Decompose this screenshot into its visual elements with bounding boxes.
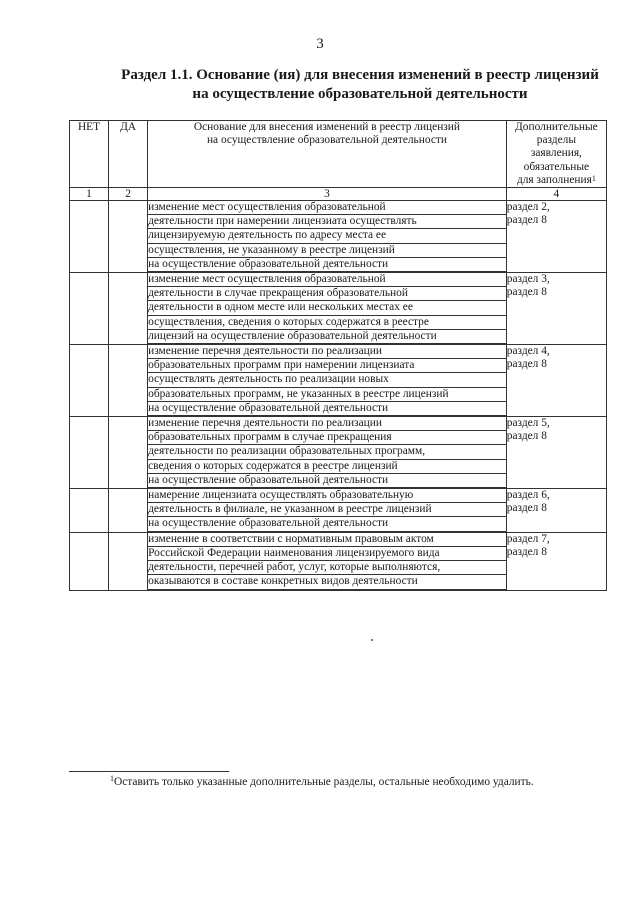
checkbox-cell-no[interactable] [70, 417, 109, 489]
table-header-row [70, 121, 607, 188]
table-row [70, 273, 607, 345]
basis-cell [148, 532, 507, 590]
table-row [70, 345, 607, 417]
extra-sections-cell [506, 417, 606, 489]
extra-section-line: раздел 8 [506, 214, 547, 227]
stray-dot [371, 639, 373, 641]
extra-section-line: раздел 3, [506, 273, 550, 286]
extra-section-line: раздел 7, [506, 532, 550, 545]
footnote-text: Оставить только указанные дополнительные разделы, остальные необходимо удалить. [114, 776, 534, 788]
checkbox-cell-no[interactable] [70, 532, 109, 590]
basis-line: на осуществление образовательной деятельности [148, 258, 506, 272]
basis-line: деятельности, перечней работ, услуг, которые выполняются, [148, 561, 506, 575]
checkbox-cell-no[interactable] [70, 489, 109, 533]
checkbox-cell-no[interactable] [70, 201, 109, 273]
basis-line: изменение перечня деятельности по реализации [148, 417, 506, 431]
header-extra-line: обязательные [523, 160, 590, 173]
extra-section-line: раздел 8 [506, 502, 547, 515]
basis-cell [148, 489, 507, 533]
basis-line: деятельности в случае прекращения образовательной [148, 287, 506, 301]
checkbox-cell-yes[interactable] [109, 201, 148, 273]
header-extra-line: заявления, [530, 147, 582, 160]
extra-sections-cell [506, 273, 606, 345]
basis-line: изменение перечня деятельности по реализации [148, 345, 506, 359]
basis-line: Российской Федерации наименования лицензируемого вида [148, 547, 506, 561]
column-number: 1 [70, 188, 109, 201]
extra-sections-cell [506, 489, 606, 533]
basis-line: на осуществление образовательной деятельности [148, 402, 506, 416]
header-extra-line-text: для заполнения [516, 173, 592, 186]
checkbox-cell-yes[interactable] [109, 345, 148, 417]
basis-line: деятельность в филиале, не указанном в реестре лицензий [148, 503, 506, 517]
header-basis-line-2: на осуществление образовательной деятельности [206, 134, 447, 147]
basis-line: изменение в соответствии с нормативным правовым актом [148, 533, 506, 547]
basis-line: деятельности по реализации образовательных программ, [148, 445, 506, 459]
header-yes: ДА [109, 121, 148, 188]
extra-section-line: раздел 8 [506, 545, 547, 558]
extra-section-line: раздел 5, [506, 417, 550, 430]
table-row [70, 532, 607, 590]
table-row [70, 201, 607, 273]
basis-line: оказываются в составе конкретных видов деятельности [148, 575, 506, 589]
basis-line: изменение мест осуществления образовательной [148, 201, 506, 215]
checkbox-cell-no[interactable] [70, 345, 109, 417]
footnote-mark: 1 [110, 774, 114, 783]
basis-cell [148, 345, 507, 417]
extra-section-line: раздел 8 [506, 430, 547, 443]
basis-line: на осуществление образовательной деятельности [148, 474, 506, 488]
header-extra-line: Дополнительные [515, 121, 598, 133]
extra-section-line: раздел 8 [506, 358, 547, 371]
basis-line: лицензий на осуществление образовательной деятельности [148, 330, 506, 344]
basis-cell [148, 417, 507, 489]
section-title-line-1: Раздел 1.1. Основание (ия) для внесения изменений в реестр лицензий [121, 67, 599, 83]
section-title [100, 66, 620, 104]
table-row [70, 417, 607, 489]
basis-cell [148, 273, 507, 345]
basis-line: сведения о которых содержатся в реестре лицензий [148, 460, 506, 474]
basis-line: осуществления, сведения о которых содержатся в реестре [148, 316, 506, 330]
basis-line: образовательных программ при намерении лицензиата [148, 359, 506, 373]
extra-sections-cell [506, 345, 606, 417]
basis-line: осуществления, не указанному в реестре лицензий [148, 244, 506, 258]
extra-section-line: раздел 8 [506, 286, 547, 299]
footnote [110, 776, 534, 788]
checkbox-cell-yes[interactable] [109, 417, 148, 489]
basis-line: деятельности при намерении лицензиата осуществлять [148, 215, 506, 229]
header-basis-line-1: Основание для внесения изменений в реестр лицензий [193, 121, 460, 133]
extra-sections-cell [506, 201, 606, 273]
basis-line: образовательных программ в случае прекращения [148, 431, 506, 445]
page-number: 3 [316, 36, 324, 52]
basis-cell [148, 201, 507, 273]
extra-sections-cell [506, 532, 606, 590]
basis-line: образовательных программ, не указанных в реестре лицензий [148, 388, 506, 402]
table-row [70, 489, 607, 533]
basis-table [69, 120, 607, 591]
extra-section-line: раздел 6, [506, 489, 550, 502]
checkbox-cell-yes[interactable] [109, 273, 148, 345]
extra-section-line: раздел 4, [506, 345, 550, 358]
header-extra-line [507, 174, 606, 187]
footnote-rule [69, 771, 229, 772]
basis-line: намерение лицензиата осуществлять образовательную [148, 489, 506, 503]
basis-line: изменение мест осуществления образовательной [148, 273, 506, 287]
basis-line: лицензируемую деятельность по адресу места ее [148, 229, 506, 243]
checkbox-cell-no[interactable] [70, 273, 109, 345]
column-numbers-row [70, 188, 607, 201]
header-no: НЕТ [70, 121, 109, 188]
header-basis [148, 121, 507, 188]
header-extra [506, 121, 606, 188]
column-number: 2 [109, 188, 148, 201]
column-number: 3 [148, 188, 507, 201]
footnote-ref: 1 [591, 173, 596, 183]
header-extra-line: разделы [536, 134, 576, 147]
basis-line: на осуществление образовательной деятельности [148, 517, 506, 531]
checkbox-cell-yes[interactable] [109, 532, 148, 590]
checkbox-cell-yes[interactable] [109, 489, 148, 533]
column-number: 4 [506, 188, 606, 201]
extra-section-line: раздел 2, [506, 201, 550, 214]
basis-line: осуществлять деятельность по реализации новых [148, 373, 506, 387]
section-title-line-2: на осуществление образовательной деятельности [192, 86, 528, 102]
basis-line: деятельности в одном месте или нескольких местах ее [148, 301, 506, 315]
